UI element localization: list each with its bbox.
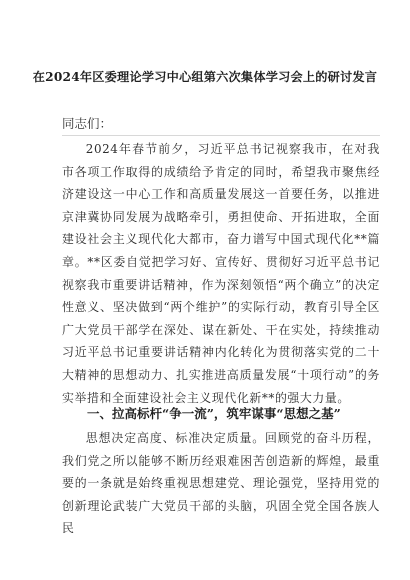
salutation: 同志们： [62,116,113,131]
body-paragraph-2: 思想决定高度、标准决定质量。回顾党的奋斗历程，我们党之所以能够不断历经艰难困苦创造新的辉煌，最重要的一条就是始终重视思想建党、理论强党，坚持用党的创新理论武装广大党员干部的头脑，巩固全党全国各族人民 [62,431,380,536]
section-heading-1: 一、拉高标杆“争一流”，筑牢谋事“思想之基” [87,406,341,421]
divider [62,135,380,136]
body-paragraph-1: 2024年春节前夕，习近平总书记视察我市，在对我市各项工作取得的成绩给予肯定的同时，希望我市聚焦经济建设这一中心工作和高质量发展这一首要任务，以推进京津冀协同发展为战略牵引，勇担使命、开拓进取，全面建设社会主义现代化大都市，奋力谱写中国式现代化**篇章。**区委自觉把学习好、宣传好、贯彻好习近平总书记视察我市重要讲话精神，作为深刻领悟“两个确立”的决定性意义、坚决做到“两个维护”的实际行动，教育引导全区广大党员干部学在深处、谋在新处、干在实处，持续推动习近平总书记重要讲话精神内化转化为贯彻落实党的二十大精神的思想动力、扎实推进高质量发展“十项行动”的务实举措和全面建设社会主义现代化新**的强大力量。 [62,142,380,405]
document-title: 在2024年区委理论学习中心组第六次集体学习会上的研讨发言 [32,70,378,84]
